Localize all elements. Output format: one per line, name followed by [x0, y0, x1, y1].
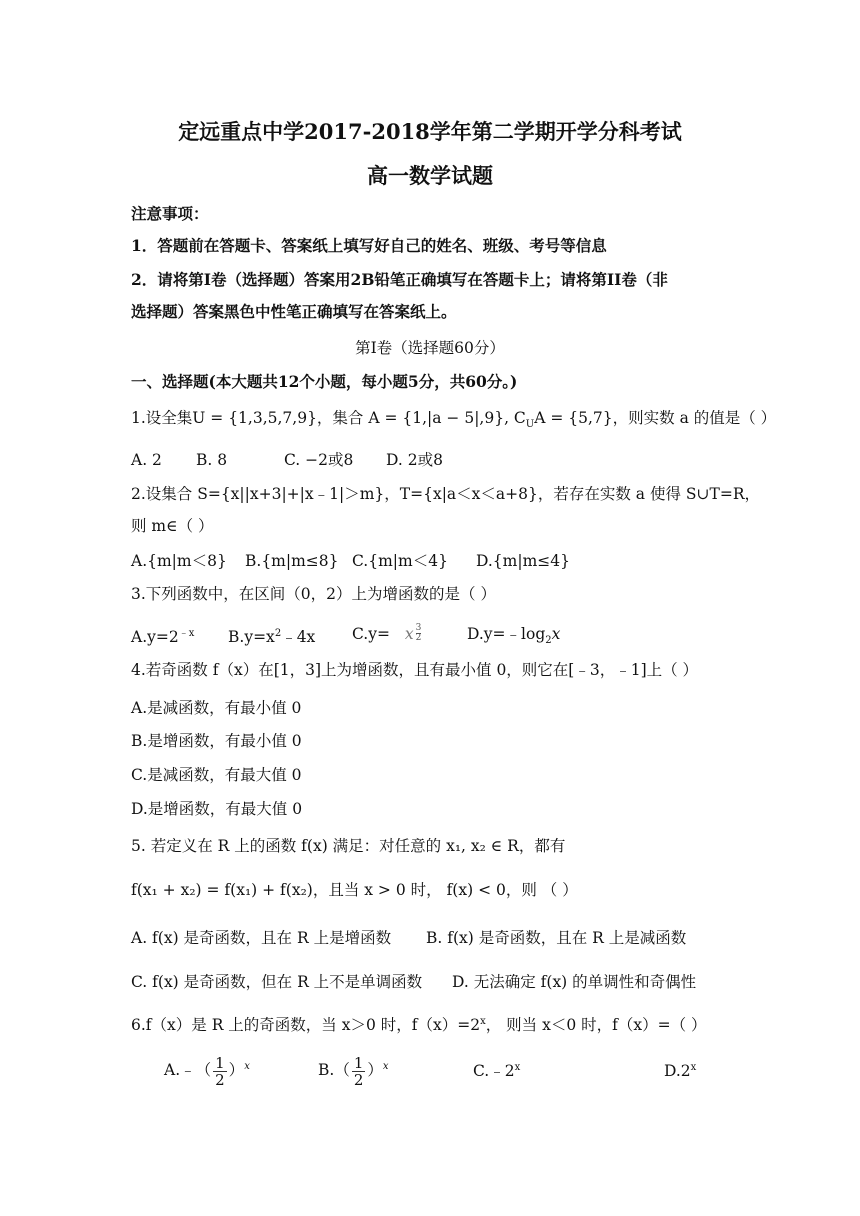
question-5-line-1: 5. 若定义在 R 上的函数 f(x) 满足：对任意的 x₁, x₂ ∈ R，都有 [131, 837, 566, 855]
question-1-option-b: B. 8 [196, 451, 228, 469]
question-4-option-c: C.是减函数，有最大值 0 [131, 766, 302, 784]
question-2-line-1: 2.设集合 S={x||x+3|+|x﹣1|＞m}，T={x|a＜x＜a+8}，若存在实数 a 使得 S∪T=R， [131, 485, 760, 503]
question-2-option-d: D.{m|m≤4} [476, 552, 570, 570]
notes-item-2-line-2: 选择题）答案黑色中性笔正确填写在答案纸上。 [131, 302, 457, 321]
exam-subtitle: 高一数学试题 [367, 163, 493, 188]
question-6-option-a: A.﹣（ $\frac{1}{2}$ ）$^x$ [164, 1053, 250, 1089]
question-5-option-c: C. f(x) 是奇函数，但在 R 上不是单调函数 [131, 973, 423, 991]
question-1-stem: 1.设全集U = {1,3,5,7,9}，集合 A = {1,|a − 5|,9}, $C_UA = \{5,7\}$，则实数 a 的值是（ ） [131, 409, 777, 431]
notes-item-1: 1．答题前在答题卡、答案纸上填写好自己的姓名、班级、考号等信息 [131, 236, 607, 255]
question-2-option-c: C.{m|m＜4} [352, 552, 448, 570]
question-4-stem: 4.若奇函数 f（x）在[1，3]上为增函数，且有最小值 0，则它在[﹣3，﹣1]上（ ） [131, 661, 699, 679]
question-3-option-a: $A.y=2^{﹣x}$ [131, 628, 195, 647]
question-1-option-a: A. 2 [131, 451, 162, 469]
question-3-option-c: C.y= x $\frac{3}{2}$ [352, 623, 422, 643]
question-4-option-a: A.是减函数，有最小值 0 [131, 699, 302, 717]
question-1-option-c: C. −2或8 [284, 451, 354, 469]
fraction-one-half: $\frac{1}{2}$ [215, 1053, 225, 1089]
question-2-option-a: A.{m|m＜8} [131, 552, 227, 570]
section-heading: 一、选择题(本大题共12个小题，每小题5分，共60分。) [131, 372, 518, 391]
notes-heading: 注意事项： [131, 204, 209, 223]
question-6-option-b: B.（ $\frac{1}{2}$ ）$^x$ [318, 1053, 389, 1089]
notes-item-2-line-1: 2．请将第Ⅰ卷（选择题）答案用2B铅笔正确填写在答题卡上；请将第II卷（非 [131, 270, 668, 289]
question-5-option-a: A. f(x) 是奇函数，且在 R 上是增函数 [131, 929, 392, 947]
question-6-option-c: C.﹣2$^x$ [473, 1062, 521, 1081]
question-2-line-2: 则 m∈（ ） [131, 517, 214, 535]
fraction-one-half: $\frac{1}{2}$ [353, 1053, 364, 1089]
part-title: 第Ⅰ卷（选择题60分） [355, 339, 505, 357]
question-6-option-d: D.2$^x$ [664, 1062, 697, 1081]
question-3-option-d: $D.y=﹣\log_2x$ [467, 625, 561, 647]
exam-title: 定远重点中学2017-2018学年第二学期开学分科考试 [178, 119, 682, 144]
question-6-stem: 6.f（x）是 R 上的奇函数，当 x＞0 时，$f(x)=2^x$， 则当 x＜0 时，f（x）=（ ） [131, 1016, 707, 1035]
question-4-option-d: D.是增函数，有最大值 0 [131, 800, 303, 818]
question-5-option-d: D. 无法确定 f(x) 的单调性和奇偶性 [452, 973, 697, 991]
question-3-stem: 3.下列函数中，在区间（0，2）上为增函数的是（ ） [131, 585, 496, 603]
question-2-option-b: B.{m|m≤8} [245, 552, 339, 570]
question-3-option-b: $B.y=x^2﹣4x$ [228, 628, 316, 647]
question-5-line-2: f(x₁ + x₂) = f(x₁) + f(x₂)，且当 x > 0 时， f(x) < 0，则 （ ） [131, 881, 578, 899]
question-5-option-b: B. f(x) 是奇函数，且在 R 上是减函数 [426, 929, 687, 947]
question-1-option-d: D. 2或8 [386, 451, 443, 469]
fraction-exponent: $\frac{3}{2}$ [415, 623, 422, 643]
question-4-option-b: B.是增函数，有最小值 0 [131, 732, 302, 750]
